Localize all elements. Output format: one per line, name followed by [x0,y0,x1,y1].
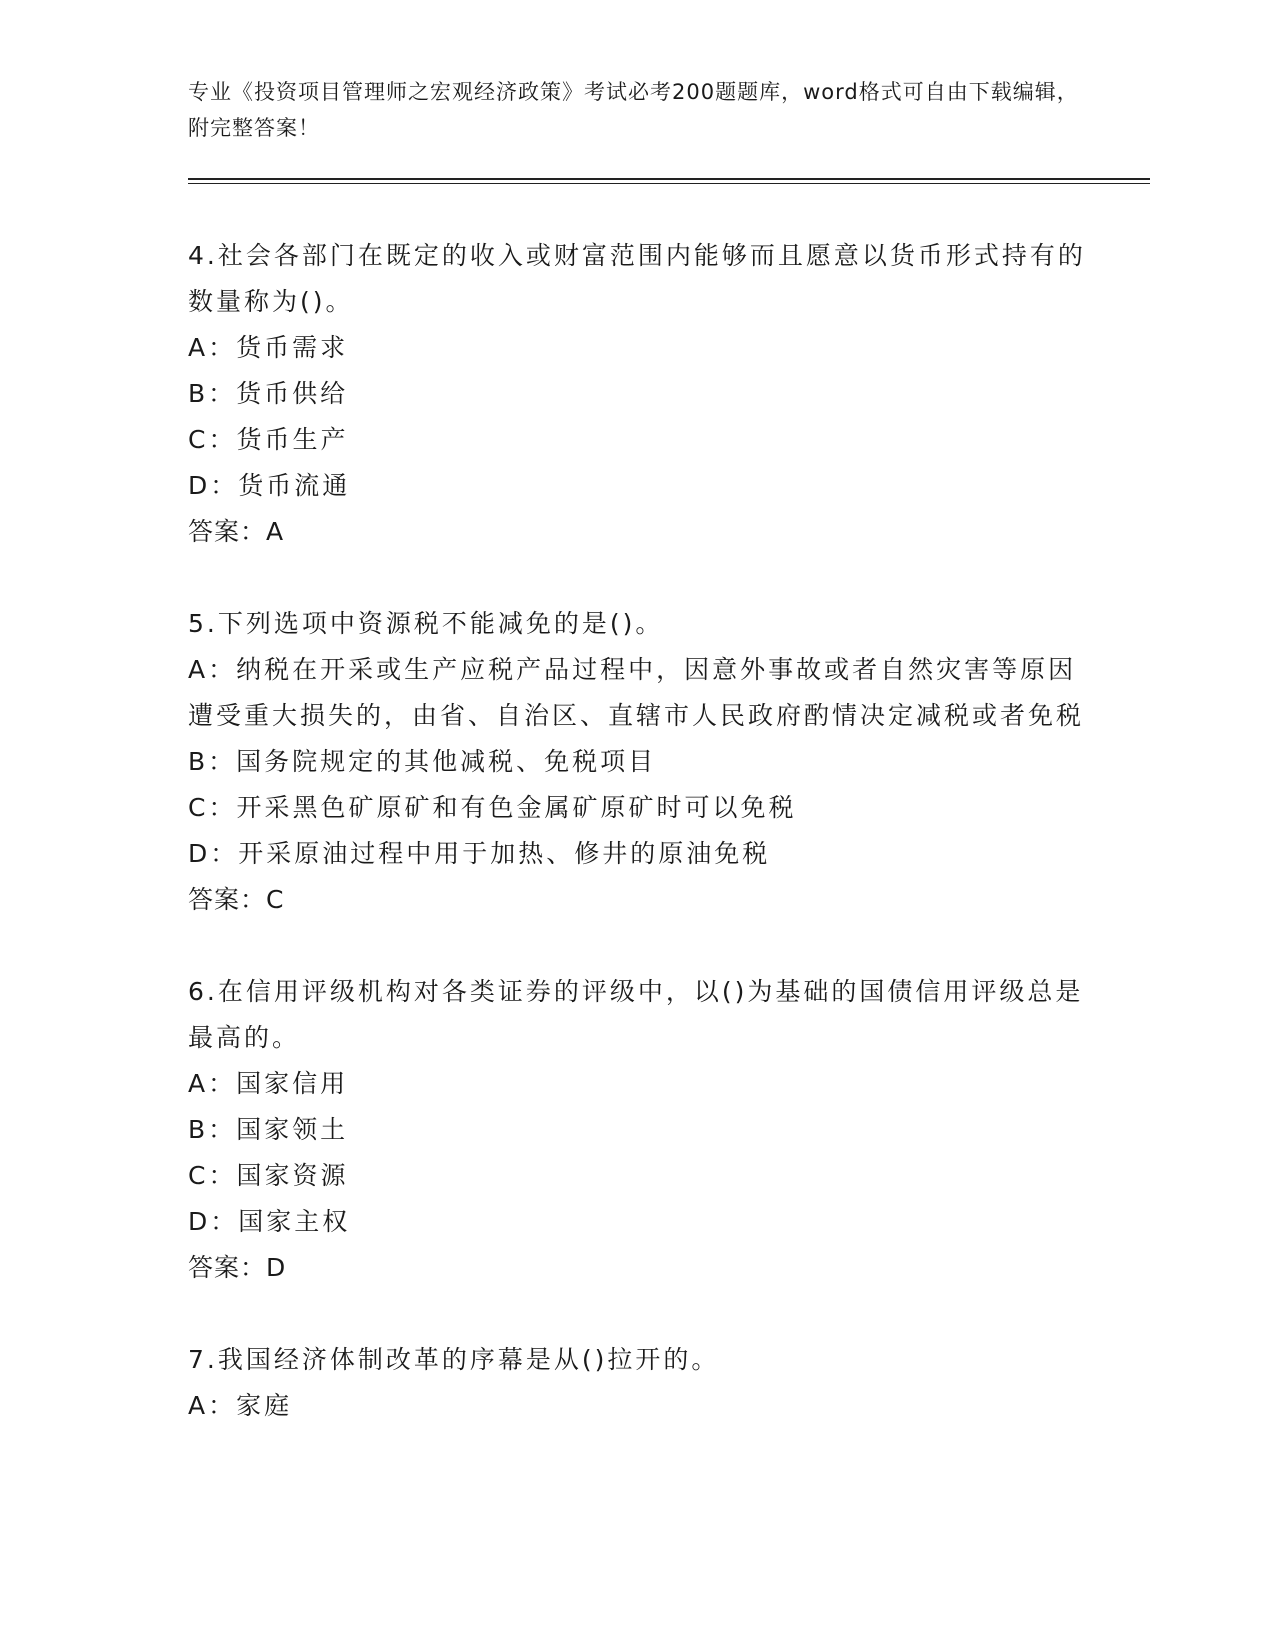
question-list [188,233,1088,1475]
option-a: A：纳税在开采或生产应税产品过程中，因意外事故或者自然灾害等原因遭受重大损失的，由省、自治区、直辖市人民政府酌情决定减税或者免税 [188,655,1085,730]
question-7 [188,1337,1088,1429]
answer: 答案：C [188,885,285,914]
document-header [188,74,1088,146]
question-text: 5.下列选项中资源税不能减免的是()。 [188,609,664,638]
question-text: 7.我国经济体制改革的序幕是从()拉开的。 [188,1345,720,1374]
option-d: D：货币流通 [188,471,351,500]
option-d: D：国家主权 [188,1207,351,1236]
option-a: A：家庭 [188,1391,293,1420]
question-4 [188,233,1088,555]
option-b: B：国家领土 [188,1115,349,1144]
answer: 答案：D [188,1253,287,1282]
header-divider-thin [188,183,1150,184]
header-description: 专业《投资项目管理师之宏观经济政策》考试必考200题题库，word格式可自由下载编辑，附完整答案！ [188,80,1079,140]
header-divider-thick [188,178,1150,180]
option-b: B：国务院规定的其他减税、免税项目 [188,747,657,776]
option-b: B：货币供给 [188,379,349,408]
option-c: C：货币生产 [188,425,349,454]
question-text: 4.社会各部门在既定的收入或财富范围内能够而且愿意以货币形式持有的数量称为()。 [188,241,1086,316]
option-a: A：货币需求 [188,333,349,362]
answer: 答案：A [188,517,285,546]
option-c: C：开采黑色矿原矿和有色金属矿原矿时可以免税 [188,793,797,822]
question-6 [188,969,1088,1291]
option-d: D：开采原油过程中用于加热、修井的原油免税 [188,839,771,868]
question-5 [188,601,1088,923]
option-c: C：国家资源 [188,1161,349,1190]
question-text: 6.在信用评级机构对各类证券的评级中，以()为基础的国债信用评级总是最高的。 [188,977,1084,1052]
option-a: A：国家信用 [188,1069,349,1098]
